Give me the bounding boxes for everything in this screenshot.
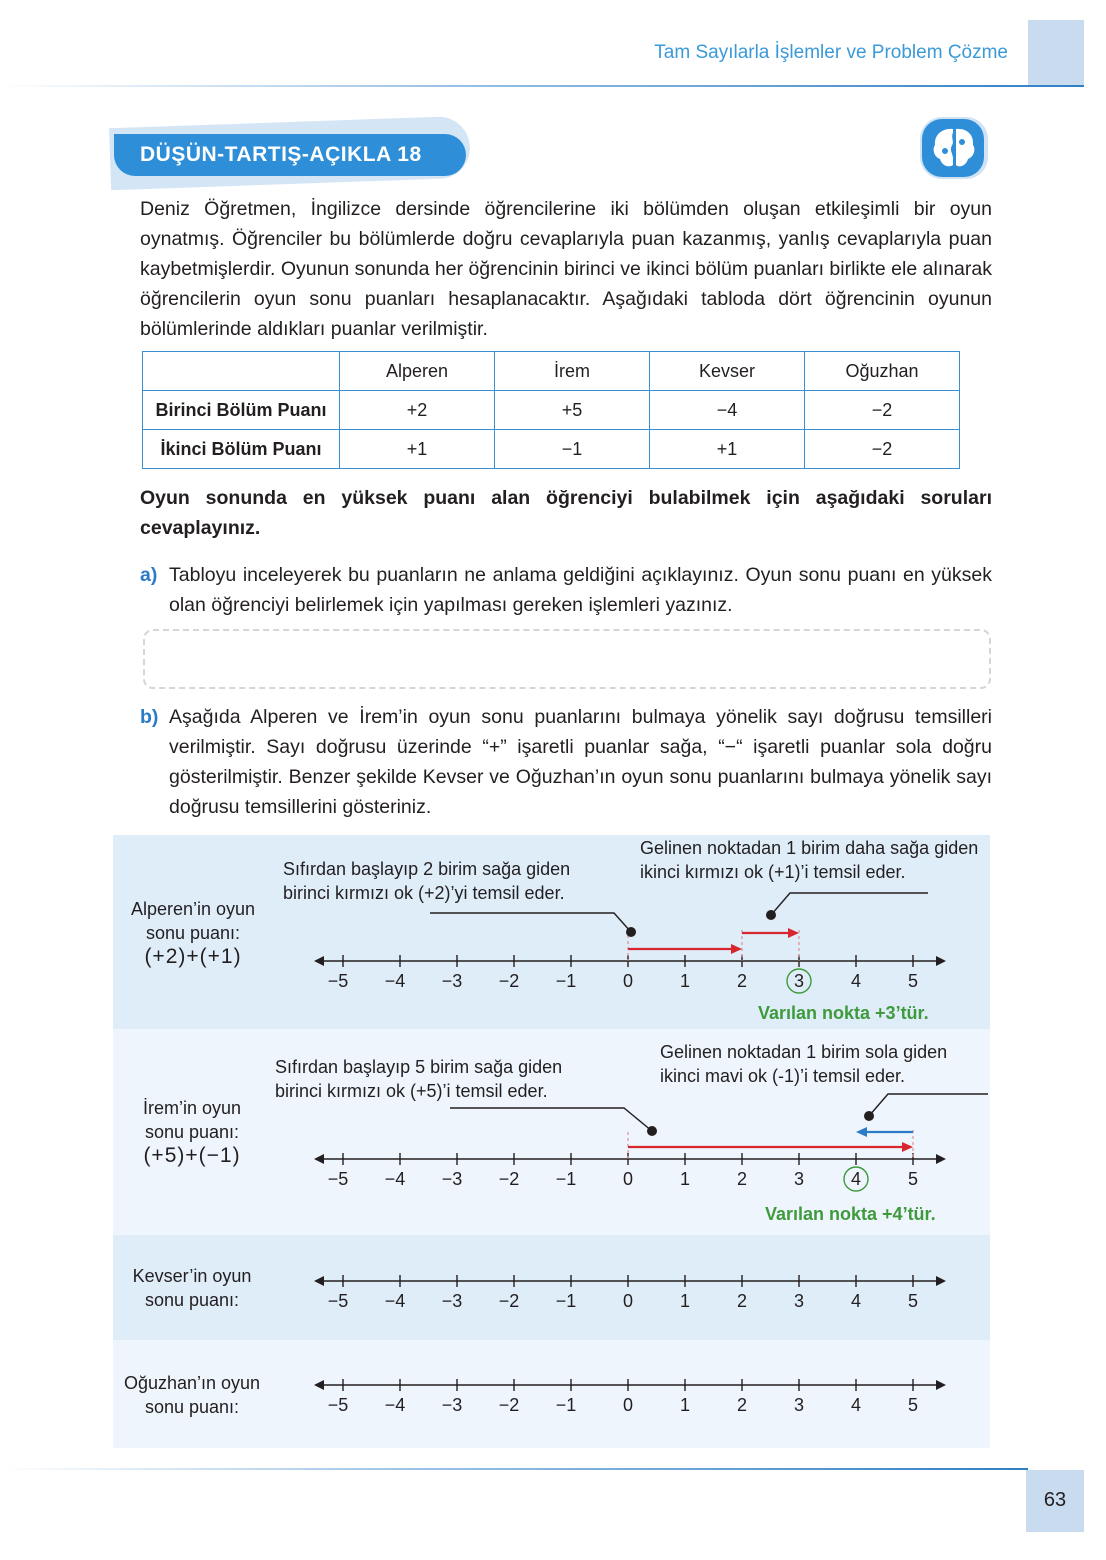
- tick-label: −2: [498, 1291, 520, 1311]
- arrow-right-icon: [936, 1154, 946, 1164]
- question-a-text: Tabloyu inceleyerek bu puanların ne anlama geldiğini açıklayınız. Oyun sonu puanı en yüksek olan öğrenciyi belirlemek için yapılması gereken işlemleri yazınız.: [169, 564, 992, 616]
- irem-expression: (+5)+(−1): [143, 1144, 241, 1167]
- chapter-title: Tam Sayılarla İşlemler ve Problem Çözme: [654, 42, 1008, 63]
- tick-label: 0: [622, 971, 634, 991]
- tick-label: 1: [679, 971, 691, 991]
- table-cell: −1: [495, 430, 650, 469]
- kevser-label-line2: sonu puanı:: [144, 1290, 240, 1310]
- note-line: birinci kırmızı ok (+5)’i temsil eder.: [275, 1081, 548, 1101]
- tick-label: 2: [736, 1291, 748, 1311]
- arrow-left-icon: [314, 1380, 324, 1390]
- alperen-label-line2: sonu puanı:: [145, 923, 241, 943]
- table-cell: −2: [805, 391, 960, 430]
- tick-label: −5: [327, 1291, 349, 1311]
- tick-label: −2: [498, 1169, 520, 1189]
- arrow-left-icon: [314, 1154, 324, 1164]
- table-cell: +1: [340, 430, 495, 469]
- alperen-expression: (+2)+(+1): [144, 945, 242, 968]
- alperen-result: Varılan nokta +3’tür.: [758, 1003, 929, 1023]
- irem-result: Varılan nokta +4’tür.: [765, 1204, 936, 1224]
- arrow-right-icon: [936, 1380, 946, 1390]
- tick-label: 4: [850, 1395, 862, 1415]
- tick-label: 4: [850, 1291, 862, 1311]
- tick-label: 3: [793, 1291, 805, 1311]
- tick-label: −5: [327, 1395, 349, 1415]
- tick-label: 3: [793, 1395, 805, 1415]
- tick-label: 5: [907, 971, 919, 991]
- note-line: ikinci kırmızı ok (+1)’i temsil eder.: [640, 862, 906, 882]
- tick-label: 4: [850, 1169, 862, 1189]
- note-line: Gelinen noktadan 1 birim daha sağa giden: [640, 838, 979, 858]
- pointer-dot: [766, 910, 776, 920]
- tick-label: 0: [622, 1291, 634, 1311]
- tick-label: 1: [679, 1291, 691, 1311]
- table-cell: −4: [650, 391, 805, 430]
- intro-text: Deniz Öğretmen, İngilizce dersinde öğrencilerine iki bölümden oluşan etkileşimli bir oyun oynatmış. Öğrenciler bu bölümlerde doğru cevaplarıyla puan kazanmış, yanlış cevaplarıyla puan kaybetmişlerdir. Oyunun sonunda her öğrencinin birinci ve ikinci bölüm puanları birlikte ele alınarak öğrencilerin oyun sonu puanları hesaplanacaktır. Aşağıdaki tabloda dört öğrencinin oyunun bölümlerinde aldıkları puanlar verilmiştir.: [140, 198, 992, 340]
- section-title: DÜŞÜN-TARTIŞ-AÇIKLA 18: [114, 134, 466, 176]
- tick-label: −5: [327, 1169, 349, 1189]
- irem-label-line2: sonu puanı:: [144, 1122, 240, 1142]
- row-header: Birinci Bölüm Puanı: [143, 391, 340, 430]
- footer-divider: [0, 1468, 1028, 1470]
- tick-label: −3: [441, 1395, 463, 1415]
- tick-label: −1: [555, 1291, 577, 1311]
- tick-label: −2: [498, 971, 520, 991]
- tick-label: −4: [384, 971, 406, 991]
- tick-label: 5: [907, 1291, 919, 1311]
- tick-label: −1: [555, 1395, 577, 1415]
- question-b-text: Aşağıda Alperen ve İrem’in oyun sonu puanlarını bulmaya yönelik sayı doğrusu temsilleri verilmiştir. Sayı doğrusu üzerinde “+” işaretli puanlar sağa, “−“ işaretli puanlar sola doğru gösterilmiştir. Benzer şekilde Kevser ve Oğuzhan’ın oyun sonu puanlarını bulmaya yönelik sayı doğrusu temsillerini gösteriniz.: [169, 706, 992, 818]
- note-line: Sıfırdan başlayıp 5 birim sağa giden: [275, 1057, 563, 1077]
- column-header: Oğuzhan: [805, 352, 960, 391]
- note-line: birinci kırmızı ok (+2)’yi temsil eder.: [283, 883, 565, 903]
- pointer-dot: [864, 1111, 874, 1121]
- arrowhead-icon: [731, 944, 742, 954]
- pointer-line: [869, 1094, 988, 1116]
- note-line: Gelinen noktadan 1 birim sola giden: [660, 1042, 948, 1062]
- arrow-left-icon: [314, 1276, 324, 1286]
- arrowhead-icon: [856, 1127, 867, 1137]
- alperen-label-line1: Alperen’in oyun: [130, 899, 256, 919]
- arrow-right-icon: [936, 956, 946, 966]
- tick-label: 5: [907, 1395, 919, 1415]
- table-cell: +2: [340, 391, 495, 430]
- tick-label: 3: [793, 971, 805, 991]
- pointer-line: [771, 893, 928, 915]
- tick-label: 2: [736, 1395, 748, 1415]
- tick-label: −3: [441, 1169, 463, 1189]
- tick-label: −2: [498, 1395, 520, 1415]
- kevser-label-line1: Kevser’in oyun: [132, 1266, 252, 1286]
- pointer-line: [450, 1108, 652, 1131]
- arrow-right-icon: [936, 1276, 946, 1286]
- tick-label: 4: [850, 971, 862, 991]
- tick-label: −1: [555, 971, 577, 991]
- arrowhead-icon: [902, 1142, 913, 1152]
- tick-label: 1: [679, 1169, 691, 1189]
- column-header: Kevser: [650, 352, 805, 391]
- column-header: İrem: [495, 352, 650, 391]
- oguzhan-label-line2: sonu puanı:: [144, 1397, 240, 1417]
- arrowhead-icon: [788, 928, 799, 938]
- pointer-dot: [626, 927, 636, 937]
- tick-label: −3: [441, 971, 463, 991]
- note-line: ikinci mavi ok (-1)’i temsil eder.: [660, 1066, 906, 1086]
- table-cell: +1: [650, 430, 805, 469]
- tick-label: −1: [555, 1169, 577, 1189]
- tick-label: −4: [384, 1291, 406, 1311]
- tick-label: −4: [384, 1395, 406, 1415]
- irem-label-line1: İrem’in oyun: [142, 1098, 242, 1118]
- table-cell: −2: [805, 430, 960, 469]
- question-a-label: a): [140, 564, 158, 586]
- tick-label: −3: [441, 1291, 463, 1311]
- note-line: Sıfırdan başlayıp 2 birim sağa giden: [283, 859, 571, 879]
- page-number: 63: [1043, 1489, 1067, 1511]
- tick-label: 2: [736, 1169, 748, 1189]
- column-header: Alperen: [340, 352, 495, 391]
- oguzhan-label-line1: Oğuzhan’ın oyun: [123, 1373, 261, 1393]
- tick-label: 0: [622, 1169, 634, 1189]
- tick-label: −4: [384, 1169, 406, 1189]
- tick-label: 2: [736, 971, 748, 991]
- instruction-text: Oyun sonunda en yüksek puanı alan öğrenciyi bulabilmek için aşağıdaki soruları cevaplayınız.: [140, 487, 992, 539]
- question-b-label: b): [140, 706, 159, 728]
- row-header: İkinci Bölüm Puanı: [143, 430, 340, 469]
- tick-label: 3: [793, 1169, 805, 1189]
- tick-label: 5: [907, 1169, 919, 1189]
- pointer-line: [430, 913, 631, 932]
- tick-label: 0: [622, 1395, 634, 1415]
- table-cell: +5: [495, 391, 650, 430]
- tick-label: −5: [327, 971, 349, 991]
- pointer-dot: [647, 1126, 657, 1136]
- tick-label: 1: [679, 1395, 691, 1415]
- arrow-left-icon: [314, 956, 324, 966]
